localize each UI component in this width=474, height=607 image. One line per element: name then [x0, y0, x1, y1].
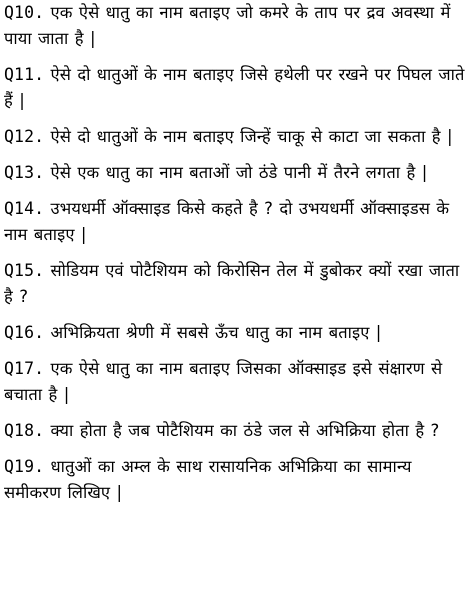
question-text: क्या होता है जब पोटैशियम का ठंडे जल से अभिक्रिया होता है ?: [50, 421, 440, 440]
question-text: एक ऐसे धातु का नाम बताइए जो कमरे के ताप पर द्रव अवस्था में पाया जाता है |: [4, 3, 451, 48]
question-text: ऐसे दो धातुओं के नाम बताइए जिन्हें चाकू से काटा जा सकता है |: [50, 127, 453, 146]
question-number: Q11.: [4, 65, 45, 84]
question-text: ऐसे एक धातु का नाम बताओं जो ठंडे पानी में तैरने लगता है |: [50, 163, 428, 182]
question-number: Q12.: [4, 127, 45, 146]
question-item: [4, 320, 470, 346]
question-text: सोडियम एवं पोटैशियम को किरोसिन तेल में डुबोकर क्यों रखा जाता है ?: [4, 261, 460, 306]
question-item: [4, 258, 470, 310]
question-text: ऐसे दो धातुओं के नाम बताइए जिसे हथेली पर रखने पर पिघल जाते हैं |: [4, 65, 465, 110]
question-item: [4, 454, 470, 506]
question-text: एक ऐसे धातु का नाम बताइए जिसका ऑक्साइड इसे संक्षारण से बचाता है |: [4, 359, 443, 404]
question-item: [4, 124, 470, 150]
question-number: Q16.: [4, 323, 45, 342]
question-item: [4, 0, 470, 52]
question-item: [4, 160, 470, 186]
question-item: [4, 62, 470, 114]
question-text: अभिक्रियता श्रेणी में सबसे ऊँच धातु का नाम बताइए |: [50, 323, 382, 342]
question-number: Q18.: [4, 421, 45, 440]
question-number: Q17.: [4, 359, 45, 378]
question-list: [4, 0, 470, 516]
question-item: [4, 356, 470, 408]
question-number: Q14.: [4, 199, 45, 218]
question-number: Q13.: [4, 163, 45, 182]
question-text: उभयधर्मी ऑक्साइड किसे कहते है ? दो उभयधर्मी ऑक्साइडस के नाम बताइए |: [4, 199, 450, 244]
question-number: Q19.: [4, 457, 45, 476]
question-item: [4, 418, 470, 444]
question-text: धातुओं का अम्ल के साथ रासायनिक अभिक्रिया का सामान्य समीकरण लिखिए |: [4, 457, 412, 502]
question-item: [4, 196, 470, 248]
question-number: Q15.: [4, 261, 45, 280]
question-number: Q10.: [4, 3, 45, 22]
